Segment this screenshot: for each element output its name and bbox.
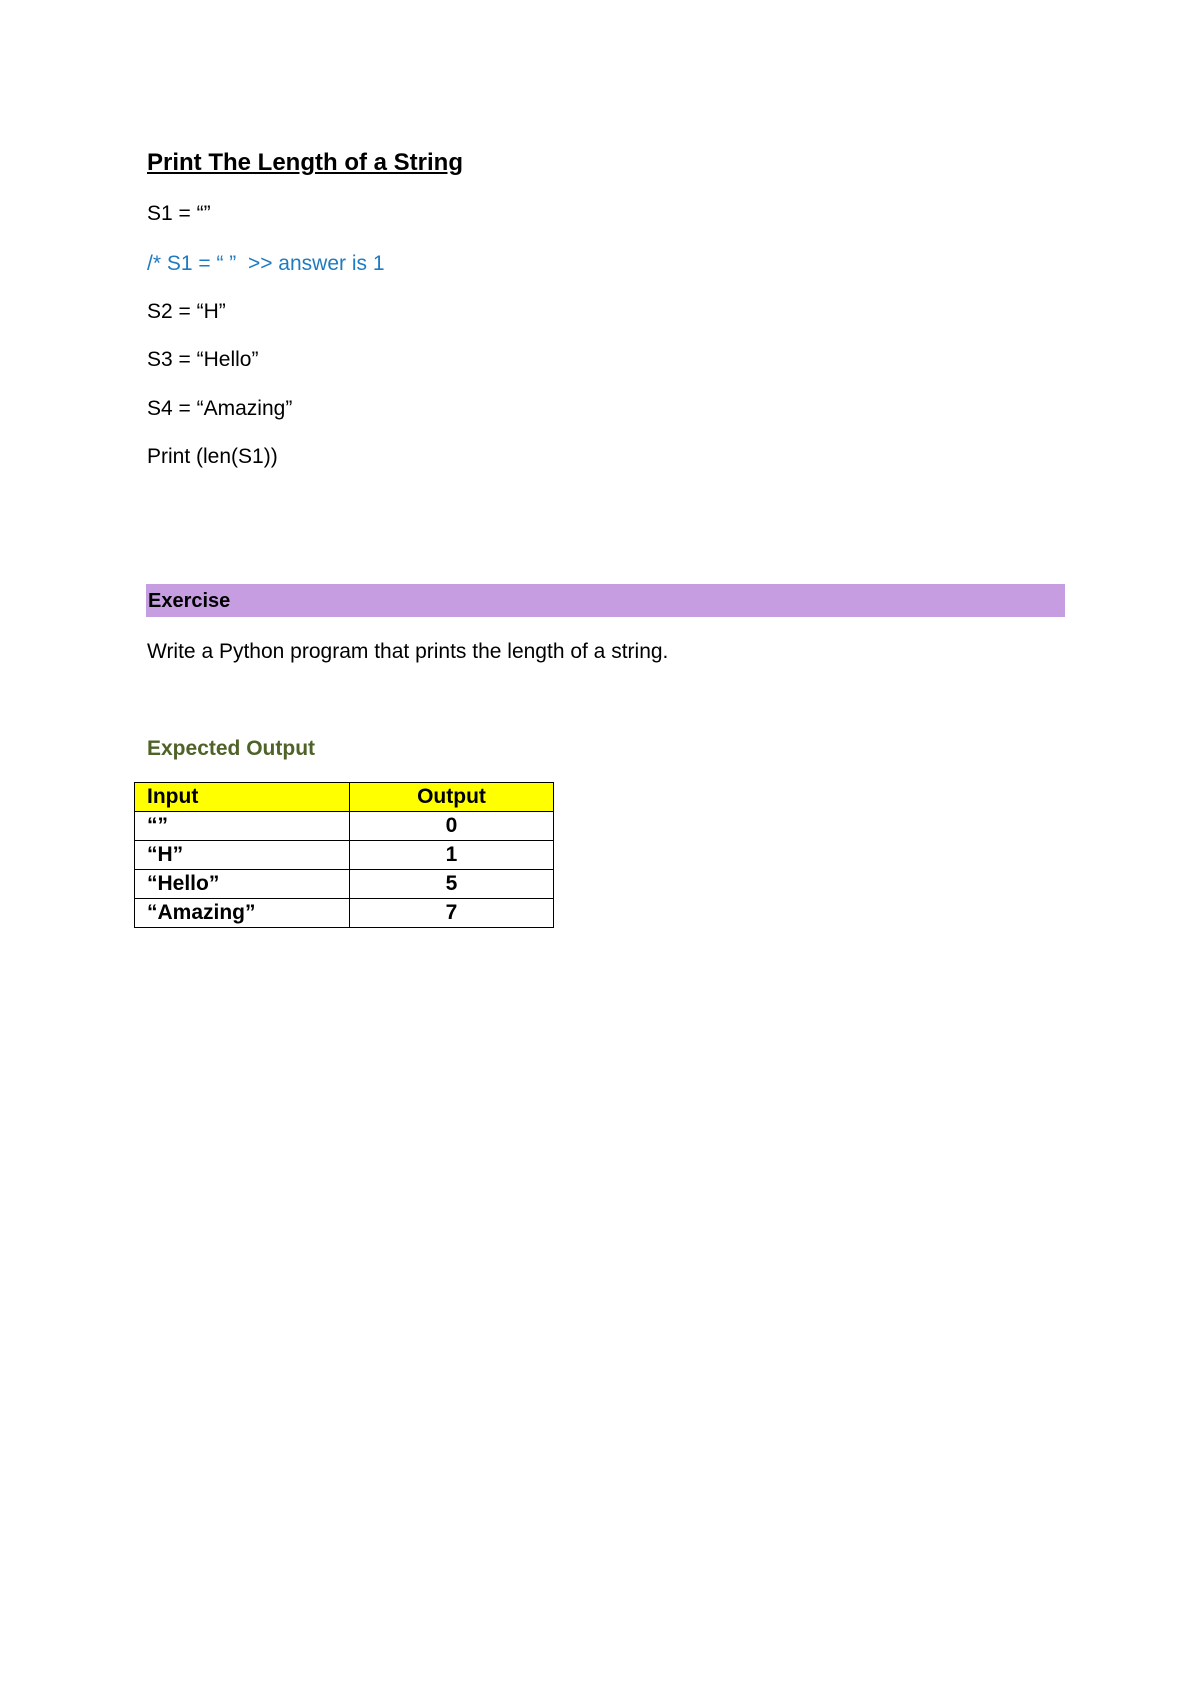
column-header-input: Input [135,783,350,812]
exercise-heading: Exercise [148,590,231,612]
table-row [135,870,554,899]
exercise-heading-bar [146,584,1065,617]
table-row [135,899,554,928]
code-line-print: Print (len(S1)) [147,445,278,468]
document-title: Print The Length of a String [147,149,463,176]
code-line-s4: S4 = “Amazing” [147,397,293,420]
table-cell-input: “” [135,812,350,841]
table-cell-output: 0 [350,812,554,841]
table-row [135,841,554,870]
table-cell-output: 1 [350,841,554,870]
code-comment: /* S1 = “ ” >> answer is 1 [147,252,385,275]
code-line-s3: S3 = “Hello” [147,348,259,371]
table-cell-input: “Hello” [135,870,350,899]
exercise-description: Write a Python program that prints the length of a string. [147,640,669,663]
expected-output-table [134,782,554,928]
column-header-output: Output [350,783,554,812]
code-line-s1: S1 = “” [147,202,211,225]
table-cell-input: “Amazing” [135,899,350,928]
table-cell-input: “H” [135,841,350,870]
code-line-s2: S2 = “H” [147,300,226,323]
table-header-row [135,783,554,812]
table-row [135,812,554,841]
expected-output-heading: Expected Output [147,737,316,760]
table-cell-output: 5 [350,870,554,899]
table-cell-output: 7 [350,899,554,928]
